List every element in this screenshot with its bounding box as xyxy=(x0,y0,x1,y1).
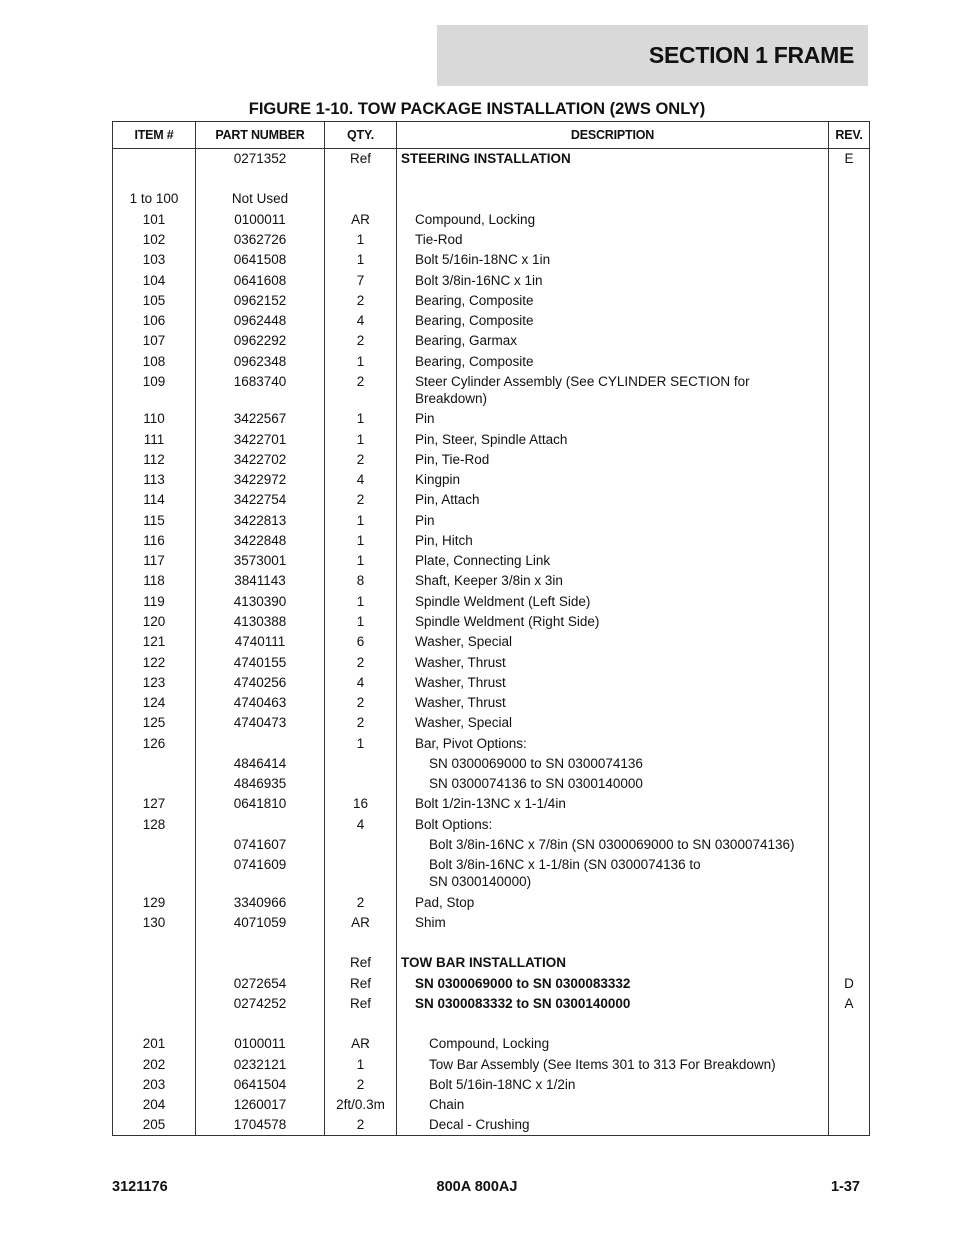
item-number: 119 xyxy=(143,594,165,609)
item-number: 111 xyxy=(143,432,165,447)
description: SN 0300074136 to SN 0300140000 xyxy=(429,776,643,791)
part-number: 3422701 xyxy=(233,432,287,447)
item-number: 105 xyxy=(142,293,166,308)
item-number: 123 xyxy=(142,675,166,690)
description: SN 0300083332 to SN 0300140000 xyxy=(415,996,631,1011)
description: Steer Cylinder Assembly (See CYLINDER SECTION for xyxy=(415,374,750,389)
item-number: 124 xyxy=(142,695,166,710)
revision: D xyxy=(844,976,854,991)
part-number: 0962448 xyxy=(233,313,287,328)
quantity: AR xyxy=(351,212,370,227)
part-number: 0641504 xyxy=(233,1077,287,1092)
item-number: 112 xyxy=(143,452,165,467)
description: Washer, Special xyxy=(415,715,513,730)
description: Pin, Steer, Spindle Attach xyxy=(415,432,568,447)
part-number: 0741607 xyxy=(233,837,287,852)
item-number: 126 xyxy=(142,736,166,751)
part-number: 4740473 xyxy=(233,715,287,730)
quantity: 2 xyxy=(356,452,365,467)
part-number: 3841143 xyxy=(234,573,286,588)
quantity: 1 xyxy=(356,553,365,568)
part-number: 0641810 xyxy=(233,796,287,811)
quantity: Ref xyxy=(349,955,371,970)
part-number: 1260017 xyxy=(233,1097,287,1112)
description-continued: Breakdown) xyxy=(415,391,488,406)
header-description: DESCRIPTION xyxy=(570,128,655,142)
description: Pin xyxy=(415,513,435,528)
parts-table xyxy=(112,121,870,1136)
column-divider xyxy=(396,122,397,1135)
quantity: 8 xyxy=(356,573,365,588)
quantity: 1 xyxy=(356,533,365,548)
item-number: 118 xyxy=(143,573,165,588)
item-number: 121 xyxy=(142,634,166,649)
revision: A xyxy=(844,996,854,1011)
description: Washer, Special xyxy=(415,634,513,649)
description: Spindle Weldment (Right Side) xyxy=(415,614,600,629)
part-number: 0100011 xyxy=(234,212,286,227)
item-number: 122 xyxy=(142,655,166,670)
item-number: 125 xyxy=(142,715,166,730)
quantity: Ref xyxy=(349,976,371,991)
description: Spindle Weldment (Left Side) xyxy=(415,594,591,609)
quantity: 1 xyxy=(356,354,365,369)
item-number: 113 xyxy=(143,472,165,487)
description: Bolt 3/8in-16NC x 1in xyxy=(415,273,543,288)
part-number: 0100011 xyxy=(234,1036,286,1051)
item-number: 201 xyxy=(142,1036,166,1051)
part-number: 0232121 xyxy=(233,1057,287,1072)
part-number: 0641508 xyxy=(233,252,287,267)
quantity: 2 xyxy=(356,1077,365,1092)
description: Bolt 1/2in-13NC x 1-1/4in xyxy=(415,796,566,811)
part-number: 0962348 xyxy=(233,354,287,369)
part-number: 0641608 xyxy=(233,273,287,288)
page-number: 1-37 xyxy=(830,1179,860,1195)
revision: E xyxy=(844,151,854,166)
quantity: 2 xyxy=(356,695,365,710)
part-number: 3422567 xyxy=(233,411,287,426)
description: Washer, Thrust xyxy=(415,675,506,690)
item-number: 129 xyxy=(142,895,166,910)
quantity: 1 xyxy=(356,594,365,609)
part-number: 0962152 xyxy=(233,293,287,308)
part-number: 3422702 xyxy=(233,452,287,467)
doc-number: 3121176 xyxy=(112,1179,168,1195)
quantity: 2 xyxy=(356,895,365,910)
quantity: 2 xyxy=(356,374,365,389)
part-number: 4130390 xyxy=(233,594,287,609)
part-number: 4740155 xyxy=(233,655,287,670)
header-part-number: PART NUMBER xyxy=(215,128,305,142)
item-number: 127 xyxy=(142,796,166,811)
quantity: 2 xyxy=(356,715,365,730)
item-number: 128 xyxy=(142,817,166,832)
description: Bearing, Composite xyxy=(415,354,534,369)
description: SN 0300069000 to SN 0300083332 xyxy=(415,976,631,991)
description: Bearing, Garmax xyxy=(415,333,518,348)
item-number: 205 xyxy=(142,1117,166,1132)
part-number: 0274252 xyxy=(233,996,287,1011)
part-number: 3422813 xyxy=(233,513,287,528)
item-number: 203 xyxy=(142,1077,166,1092)
header-qty: QTY. xyxy=(347,128,374,142)
quantity: 1 xyxy=(356,252,365,267)
description: Bar, Pivot Options: xyxy=(415,736,527,751)
part-number: 4740111 xyxy=(234,634,286,649)
description: Pin, Hitch xyxy=(415,533,473,548)
item-number: 101 xyxy=(142,212,166,227)
description: Washer, Thrust xyxy=(415,695,506,710)
part-number: 3422754 xyxy=(233,492,287,507)
item-number: 202 xyxy=(142,1057,166,1072)
quantity: 1 xyxy=(356,614,365,629)
item-number: 106 xyxy=(142,313,166,328)
description: Chain xyxy=(429,1097,465,1112)
figure-title: FIGURE 1-10. TOW PACKAGE INSTALLATION (2WS ONLY) xyxy=(248,100,706,118)
item-number: 107 xyxy=(142,333,166,348)
header-rev: REV. xyxy=(835,128,863,142)
item-number: 102 xyxy=(142,232,166,247)
quantity: 2 xyxy=(356,333,365,348)
description: Bolt 3/8in-16NC x 1-1/8in (SN 0300074136 to xyxy=(429,857,701,872)
description: Pin xyxy=(415,411,435,426)
model-name: 800A 800AJ xyxy=(436,1179,518,1195)
part-number: 4130388 xyxy=(233,614,287,629)
quantity: 6 xyxy=(356,634,365,649)
item-number: 115 xyxy=(143,513,165,528)
quantity: 1 xyxy=(356,736,365,751)
description: Bearing, Composite xyxy=(415,293,534,308)
item-number: 108 xyxy=(142,354,166,369)
description: Washer, Thrust xyxy=(415,655,506,670)
description: Shim xyxy=(415,915,446,930)
part-number: 3573001 xyxy=(233,553,287,568)
section-title: SECTION 1 FRAME xyxy=(648,42,854,68)
item-number: 104 xyxy=(142,273,166,288)
part-number: 4740256 xyxy=(233,675,287,690)
quantity: 1 xyxy=(356,432,365,447)
part-number: 4740463 xyxy=(233,695,287,710)
quantity: Ref xyxy=(349,151,371,166)
quantity: AR xyxy=(351,915,370,930)
description: Tow Bar Assembly (See Items 301 to 313 For Breakdown) xyxy=(429,1057,776,1072)
part-number: 3422848 xyxy=(233,533,287,548)
part-number: 4071059 xyxy=(233,915,287,930)
quantity: 4 xyxy=(356,675,365,690)
item-number: 204 xyxy=(142,1097,166,1112)
quantity: 4 xyxy=(356,472,365,487)
description: Bolt 5/16in-18NC x 1in xyxy=(415,252,551,267)
item-number: 110 xyxy=(143,411,165,426)
part-number: Not Used xyxy=(231,191,289,206)
description: Bearing, Composite xyxy=(415,313,534,328)
quantity: Ref xyxy=(349,996,371,1011)
part-number: 0272654 xyxy=(233,976,287,991)
description: TOW BAR INSTALLATION xyxy=(401,955,566,970)
description: Bolt 5/16in-18NC x 1/2in xyxy=(429,1077,576,1092)
part-number: 3340966 xyxy=(233,895,287,910)
item-number: 130 xyxy=(142,915,166,930)
description: Pad, Stop xyxy=(415,895,475,910)
part-number: 1704578 xyxy=(233,1117,287,1132)
description: Pin, Tie-Rod xyxy=(415,452,490,467)
description: SN 0300069000 to SN 0300074136 xyxy=(429,756,643,771)
description: Bolt 3/8in-16NC x 7/8in (SN 0300069000 to SN 0300074136) xyxy=(429,837,795,852)
quantity: 2ft/0.3m xyxy=(336,1097,385,1112)
description: Tie-Rod xyxy=(415,232,463,247)
part-number: 0362726 xyxy=(233,232,287,247)
part-number: 1683740 xyxy=(233,374,287,389)
item-number: 117 xyxy=(143,553,165,568)
description: Pin, Attach xyxy=(415,492,480,507)
quantity: 1 xyxy=(356,513,365,528)
quantity: 2 xyxy=(356,655,365,670)
description-continued: SN 0300140000) xyxy=(429,874,532,889)
item-number: 120 xyxy=(142,614,166,629)
quantity: 2 xyxy=(356,1117,365,1132)
item-number: 103 xyxy=(142,252,166,267)
quantity: 16 xyxy=(352,796,369,811)
description: STEERING INSTALLATION xyxy=(401,151,571,166)
part-number: 0741609 xyxy=(233,857,287,872)
description: Plate, Connecting Link xyxy=(415,553,551,568)
part-number: 4846935 xyxy=(233,776,287,791)
quantity: 1 xyxy=(356,1057,365,1072)
section-header xyxy=(437,25,868,86)
part-number: 4846414 xyxy=(233,756,287,771)
quantity: 7 xyxy=(356,273,365,288)
description: Shaft, Keeper 3/8in x 3in xyxy=(415,573,563,588)
description: Kingpin xyxy=(415,472,461,487)
quantity: 4 xyxy=(356,313,365,328)
header-item: ITEM # xyxy=(134,128,174,142)
description: Decal - Crushing xyxy=(429,1117,530,1132)
description: Compound, Locking xyxy=(415,212,536,227)
header-divider xyxy=(113,148,869,149)
quantity: 2 xyxy=(356,492,365,507)
item-number: 1 to 100 xyxy=(129,191,179,206)
item-number: 109 xyxy=(142,374,166,389)
description: Compound, Locking xyxy=(429,1036,550,1051)
quantity: 1 xyxy=(356,232,365,247)
quantity: 4 xyxy=(356,817,365,832)
quantity: AR xyxy=(351,1036,370,1051)
quantity: 2 xyxy=(356,293,365,308)
part-number: 0271352 xyxy=(233,151,287,166)
part-number: 3422972 xyxy=(233,472,287,487)
description: Bolt Options: xyxy=(415,817,493,832)
item-number: 116 xyxy=(143,533,165,548)
item-number: 114 xyxy=(143,492,165,507)
part-number: 0962292 xyxy=(233,333,287,348)
quantity: 1 xyxy=(356,411,365,426)
